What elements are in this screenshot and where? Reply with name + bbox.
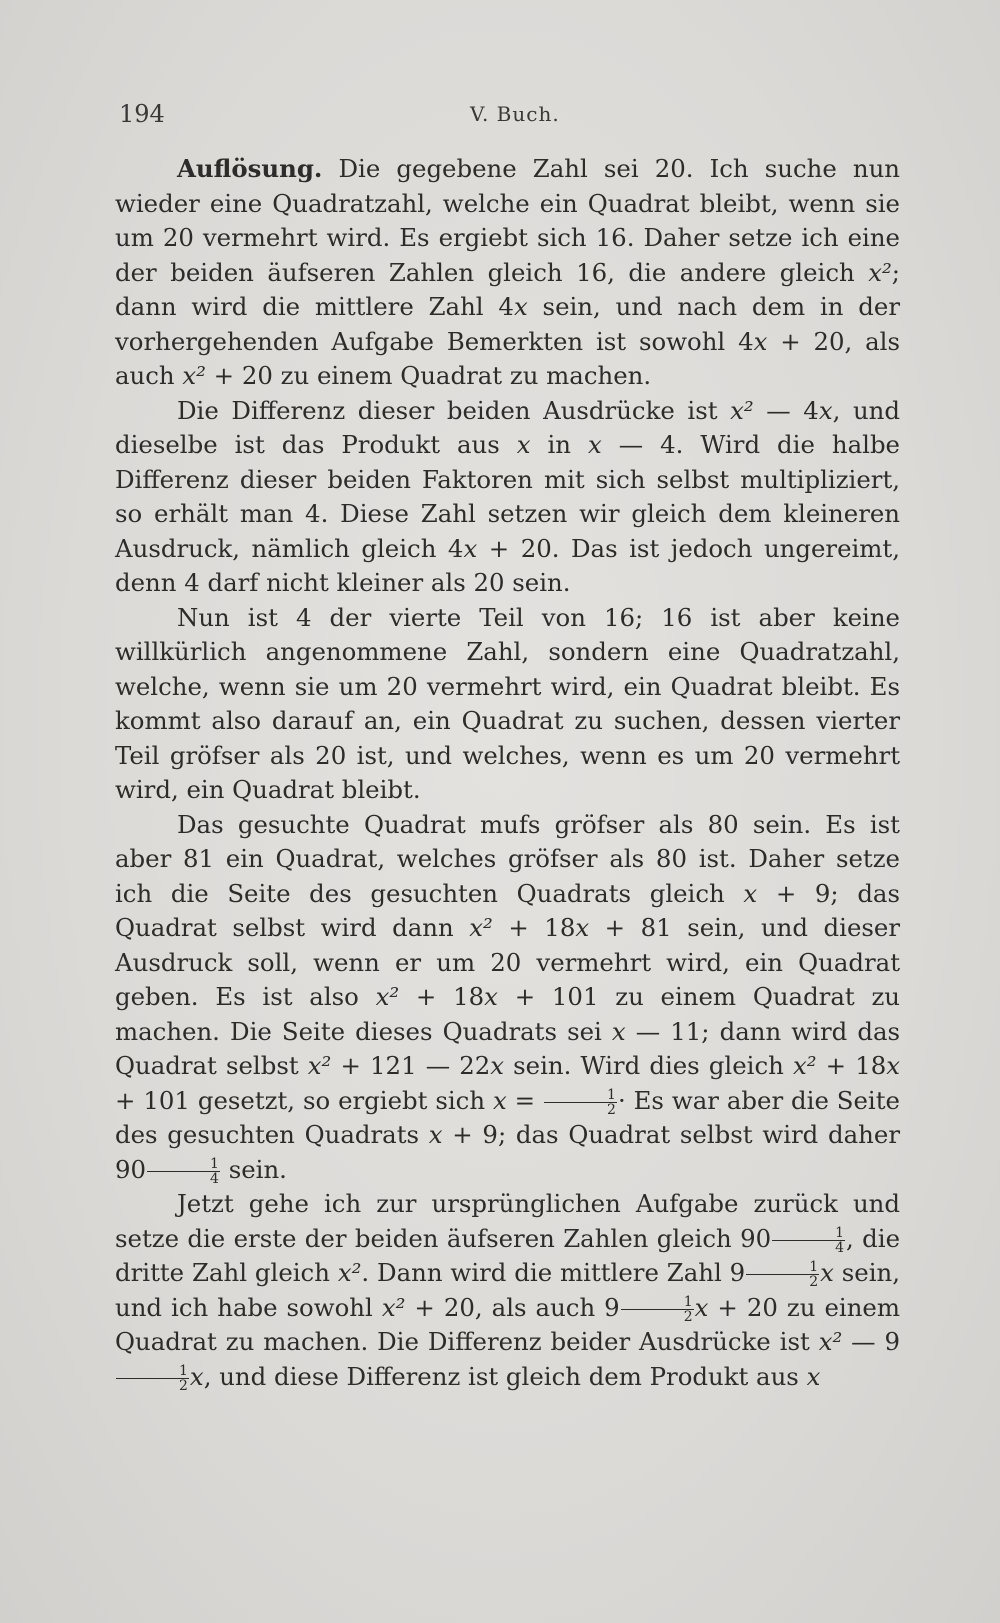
text-run: , und diese Differenz ist gleich dem Produkt aus <box>203 1361 807 1391</box>
math-var: x <box>189 1361 204 1391</box>
text-run: · Es war aber die Seite des gesuchten Quadrats <box>115 1085 900 1149</box>
math-var: x <box>484 982 498 1011</box>
math-var: x <box>463 533 478 563</box>
text-run: sein. Wird dies gleich <box>504 1051 793 1080</box>
text-run: + 9; das Quadrat selbst wird dann <box>115 878 900 942</box>
fraction-one-half: $\frac{1}{2}$ <box>116 1364 189 1393</box>
math-var: x <box>886 1051 901 1080</box>
text-run: + 20, als auch <box>115 326 900 390</box>
math-var: x <box>806 1361 821 1391</box>
math-var: x² <box>337 1258 362 1287</box>
math-var: x <box>743 878 758 908</box>
math-var: x² <box>375 982 400 1011</box>
text-run: — 9 <box>842 1327 900 1356</box>
text-run: , und dieselbe ist das Produkt aus <box>115 395 900 459</box>
fraction-one-half: $\frac{1}{2}$ <box>746 1260 819 1289</box>
text-run: Jetzt gehe ich zur ursprünglichen Aufgabe zurück und setze die erste der beiden äufseren Zahlen gleich 90 <box>115 1189 900 1253</box>
text-run: sein, und nach dem in der vorhergehenden Aufgabe Bemerkten ist sowohl 4 <box>115 292 901 356</box>
math-var: x² <box>792 1051 817 1080</box>
text-run: — 4 <box>753 395 819 425</box>
math-var: x² <box>469 913 493 942</box>
text-run: + 101 gesetzt, so ergiebt sich <box>115 1085 493 1115</box>
math-var: x <box>513 292 528 321</box>
fraction-one-half: $\frac{1}{2}$ <box>544 1088 617 1117</box>
text-run: — 4. Wird die halbe Differenz dieser beiden Faktoren mit sich selbst multipliziert, so erhält man 4. Diese Zahl setzen wir gleich dem kleineren Ausdruck, nämlich gleich 4 <box>115 430 900 563</box>
paragraph-4 <box>115 808 900 1188</box>
math-var: x <box>575 913 590 942</box>
body-text <box>115 152 900 1394</box>
fraction-one-half: $\frac{1}{2}$ <box>621 1295 694 1324</box>
math-var: x² <box>818 1327 843 1356</box>
math-var: x <box>694 1292 709 1322</box>
fraction-one-quarter: $\frac{1}{4}$ <box>772 1226 845 1255</box>
text-run: in <box>530 430 588 459</box>
text-run: Nun ist 4 der vierte Teil von 16; 16 ist aber keine willkürlich angenommene Zahl, sondern eine Quadratzahl, welche, wenn sie um 20 vermehrt wird, ein Quadrat bleibt. Es kommt also darauf an, ein Quadrat zu suchen, dessen vierter Teil gröfser als 20 ist, und welches, wenn es um 20 vermehrt wird, ein Quadrat bleibt. <box>115 602 900 804</box>
text-run: + 20 zu einem Quadrat zu machen. <box>205 361 652 390</box>
paragraph-2 <box>115 394 900 601</box>
text-run: sein. <box>220 1154 287 1184</box>
paragraph-5 <box>115 1187 900 1394</box>
text-run: + 20. Das ist jedoch ungereimt, denn 4 darf nicht kleiner als 20 sein. <box>115 533 900 597</box>
math-var: x <box>611 1016 626 1046</box>
text-run: Die Differenz dieser beiden Ausdrücke ist <box>177 395 731 425</box>
text-run: + 9; das Quadrat selbst wird daher 90 <box>115 1120 900 1184</box>
math-var: x² <box>868 257 892 287</box>
math-var: x <box>818 395 833 425</box>
math-var: x <box>753 326 768 356</box>
paragraph-1 <box>115 152 900 394</box>
running-title: V. Buch. <box>470 102 560 126</box>
math-var: x <box>490 1051 505 1080</box>
fraction-one-quarter: $\frac{1}{4}$ <box>147 1157 220 1186</box>
text-run: . Dann wird die mittlere Zahl 9 <box>361 1258 746 1287</box>
text-run: — 11; dann wird das Quadrat selbst <box>115 1016 900 1080</box>
math-var: x <box>820 1258 834 1287</box>
text-run: = <box>506 1085 544 1115</box>
text-run: + 121 — 22 <box>331 1051 491 1080</box>
text-run: + 20 zu einem Quadrat zu machen. Die Differenz beider Ausdrücke ist <box>115 1292 900 1356</box>
math-var: x² <box>307 1051 332 1080</box>
text-run: + 81 sein, und dieser Ausdruck soll, wenn er um 20 vermehrt wird, ein Quadrat geben. Es ist also <box>115 913 900 1011</box>
text-run: ; dann wird die mittlere Zahl 4 <box>115 257 900 321</box>
page-number: 194 <box>119 100 165 128</box>
math-var: x <box>428 1120 443 1149</box>
text-run: sein, und ich habe sowohl <box>115 1258 901 1322</box>
page-header <box>115 100 900 136</box>
math-var: x <box>588 430 602 459</box>
math-var: x² <box>182 361 206 390</box>
text-run: + 18 <box>492 913 576 942</box>
text-run: Das gesuchte Quadrat mufs gröfser als 80 sein. Es ist aber 81 ein Quadrat, welches gröfser als 80 ist. Daher setze ich die Seite des gesuchten Quadrats gleich <box>115 809 900 908</box>
text-run: + 20, als auch 9 <box>405 1292 620 1322</box>
text-run: , die dritte Zahl gleich <box>115 1223 901 1287</box>
text-run: + 101 zu einem Quadrat zu machen. Die Seite dieses Quadrats sei <box>115 982 901 1046</box>
math-var: x² <box>730 395 754 425</box>
text-run: + 18 <box>816 1051 887 1080</box>
math-var: x² <box>381 1292 406 1322</box>
solution-heading: Auflösung. <box>177 154 323 183</box>
math-var: x <box>516 430 531 459</box>
math-var: x <box>492 1085 507 1115</box>
paragraph-3 <box>115 601 900 808</box>
text-run: + 18 <box>399 982 485 1011</box>
text-run: Die gegebene Zahl sei 20. Ich suche nun wieder eine Quadratzahl, welche ein Quadrat bleibt, wenn sie um 20 vermehrt wird. Es ergiebt sich 16. Daher setze ich eine der beiden äufseren Zahlen gleich 16, die andere gleich <box>115 154 900 287</box>
